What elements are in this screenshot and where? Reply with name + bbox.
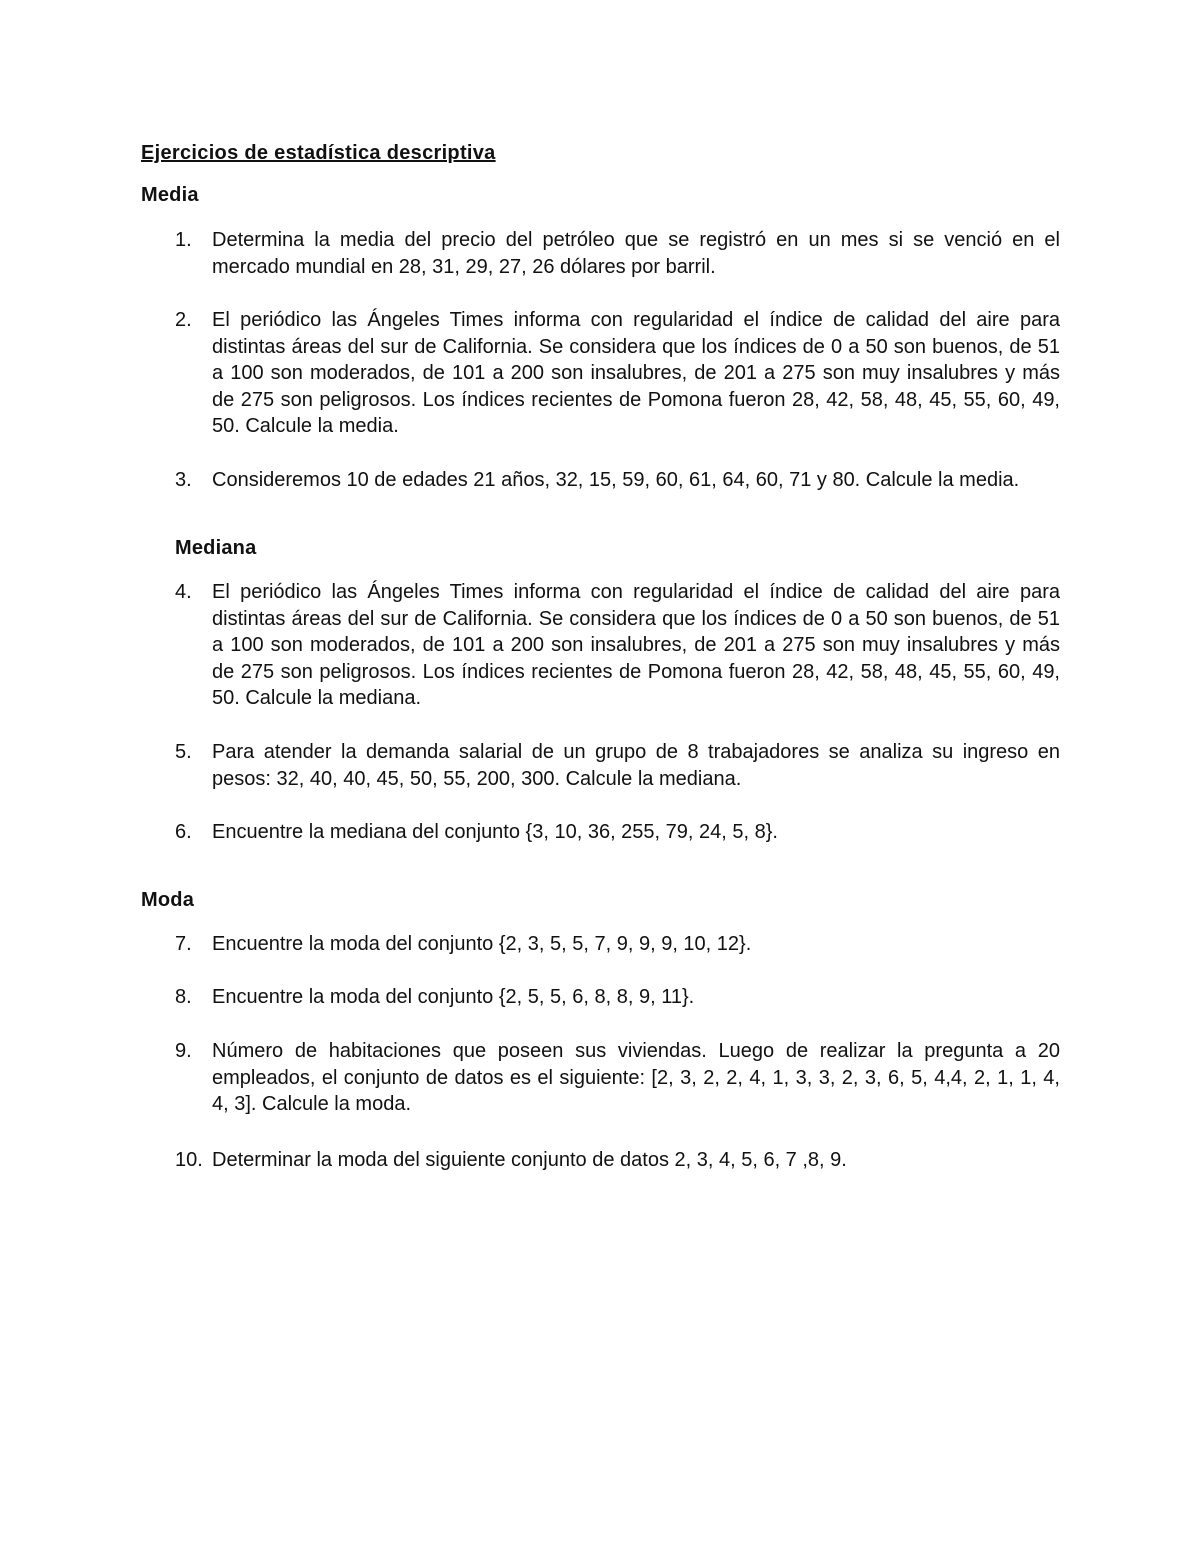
item-number: 1.	[175, 229, 192, 251]
list-item	[175, 931, 1060, 958]
list-item	[175, 227, 1060, 280]
list-item	[175, 1147, 1060, 1174]
page-title: Ejercicios de estadística descriptiva	[141, 142, 496, 164]
item-number: 9.	[175, 1040, 192, 1062]
item-text: Encuentre la moda del conjunto {2, 3, 5, 5, 7, 9, 9, 9, 10, 12}.	[212, 933, 752, 955]
item-number: 6.	[175, 821, 192, 843]
list-item	[175, 1038, 1060, 1118]
item-number: 5.	[175, 741, 192, 763]
item-number: 3.	[175, 469, 192, 491]
item-text: Determina la media del precio del petróleo que se registró en un mes si se venció en el mercado mundial en 28, 31, 29, 27, 26 dólares por barril.	[212, 229, 1060, 278]
list-item	[175, 579, 1060, 712]
item-text: Número de habitaciones que poseen sus viviendas. Luego de realizar la pregunta a 20 empleados, el conjunto de datos es el siguiente: [2, 3, 2, 2, 4, 1, 3, 3, 2, 3, 6, 5, 4,4, 2, 1, 1, 4, 4, 3]. Calcule la moda.	[212, 1040, 1060, 1115]
section-heading-media: Media	[141, 184, 199, 206]
item-text: Encuentre la moda del conjunto {2, 5, 5, 6, 8, 8, 9, 11}.	[212, 986, 695, 1008]
section-heading-moda: Moda	[141, 889, 195, 911]
item-text: Para atender la demanda salarial de un grupo de 8 trabajadores se analiza su ingreso en pesos: 32, 40, 40, 45, 50, 55, 200, 300. Calcule la mediana.	[212, 741, 1060, 790]
list-item	[175, 739, 1060, 792]
section-heading-mediana: Mediana	[175, 537, 257, 559]
list-item	[175, 984, 1060, 1011]
item-text: Consideremos 10 de edades 21 años, 32, 15, 59, 60, 61, 64, 60, 71 y 80. Calcule la media.	[212, 469, 1020, 491]
item-text: El periódico las Ángeles Times informa con regularidad el índice de calidad del aire para distintas áreas del sur de California. Se considera que los índices de 0 a 50 son buenos, de 51 a 100 son moderados, de 101 a 200 son insalubres, de 201 a 275 son muy insalubres y más de 275 son peligrosos. Los índices recientes de Pomona fueron 28, 42, 58, 48, 45, 55, 60, 49, 50. Calcule la media.	[212, 309, 1060, 437]
list-item	[175, 819, 1060, 846]
item-number: 7.	[175, 933, 192, 955]
item-number: 2.	[175, 309, 192, 331]
item-text: Encuentre la mediana del conjunto {3, 10, 36, 255, 79, 24, 5, 8}.	[212, 821, 778, 843]
item-number: 4.	[175, 581, 192, 603]
item-number: 10.	[175, 1149, 203, 1171]
item-text: Determinar la moda del siguiente conjunto de datos 2, 3, 4, 5, 6, 7 ,8, 9.	[212, 1149, 847, 1171]
list-item	[175, 467, 1060, 494]
list-item	[175, 307, 1060, 440]
item-text: El periódico las Ángeles Times informa con regularidad el índice de calidad del aire para distintas áreas del sur de California. Se considera que los índices de 0 a 50 son buenos, de 51 a 100 son moderados, de 101 a 200 son insalubres, de 201 a 275 son muy insalubres y más de 275 son peligrosos. Los índices recientes de Pomona fueron 28, 42, 58, 48, 45, 55, 60, 49, 50. Calcule la mediana.	[212, 581, 1060, 709]
item-number: 8.	[175, 986, 192, 1008]
